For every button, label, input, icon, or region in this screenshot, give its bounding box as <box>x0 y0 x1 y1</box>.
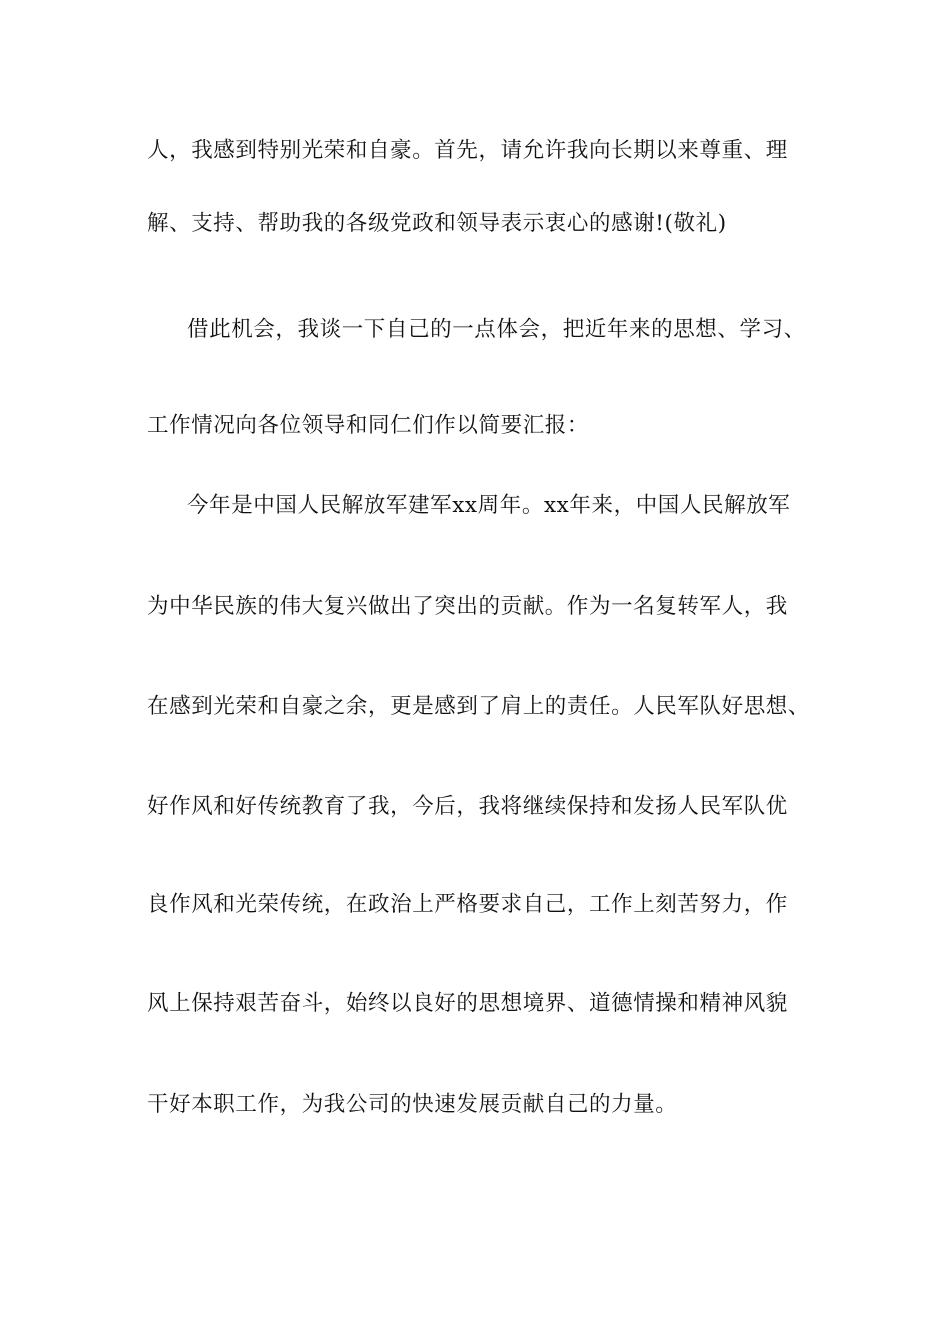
paragraph-line-1: 人，我感到特别光荣和自豪。首先，请允许我向长期以来尊重、理 <box>147 138 788 163</box>
paragraph-line-4: 工作情况向各位领导和同仁们作以简要汇报： <box>147 413 590 438</box>
paragraph-line-9: 良作风和光荣传统，在政治上严格要求自己，工作上刻苦努力，作 <box>147 892 788 917</box>
paragraph-line-10: 风上保持艰苦奋斗，始终以良好的思想境界、道德情操和精神风貌 <box>147 991 788 1016</box>
paragraph-line-8: 好作风和好传统教育了我，今后，我将继续保持和发扬人民军队优 <box>147 794 788 819</box>
paragraph-line-7: 在感到光荣和自豪之余，更是感到了肩上的责任。人民军队好思想、 <box>147 694 811 719</box>
paragraph-line-3: 借此机会，我谈一下自己的一点体会，把近年来的思想、学习、 <box>187 317 806 342</box>
paragraph-line-6: 为中华民族的伟大复兴做出了突出的贡献。作为一名复转军人，我 <box>147 594 788 619</box>
paragraph-line-5: 今年是中国人民解放军建军xx周年。xx年来，中国人民解放军 <box>187 493 791 518</box>
paragraph-line-2: 解、支持、帮助我的各级党政和领导表示衷心的感谢!(敬礼) <box>147 211 727 236</box>
paragraph-line-11: 干好本职工作，为我公司的快速发展贡献自己的力量。 <box>147 1092 678 1117</box>
